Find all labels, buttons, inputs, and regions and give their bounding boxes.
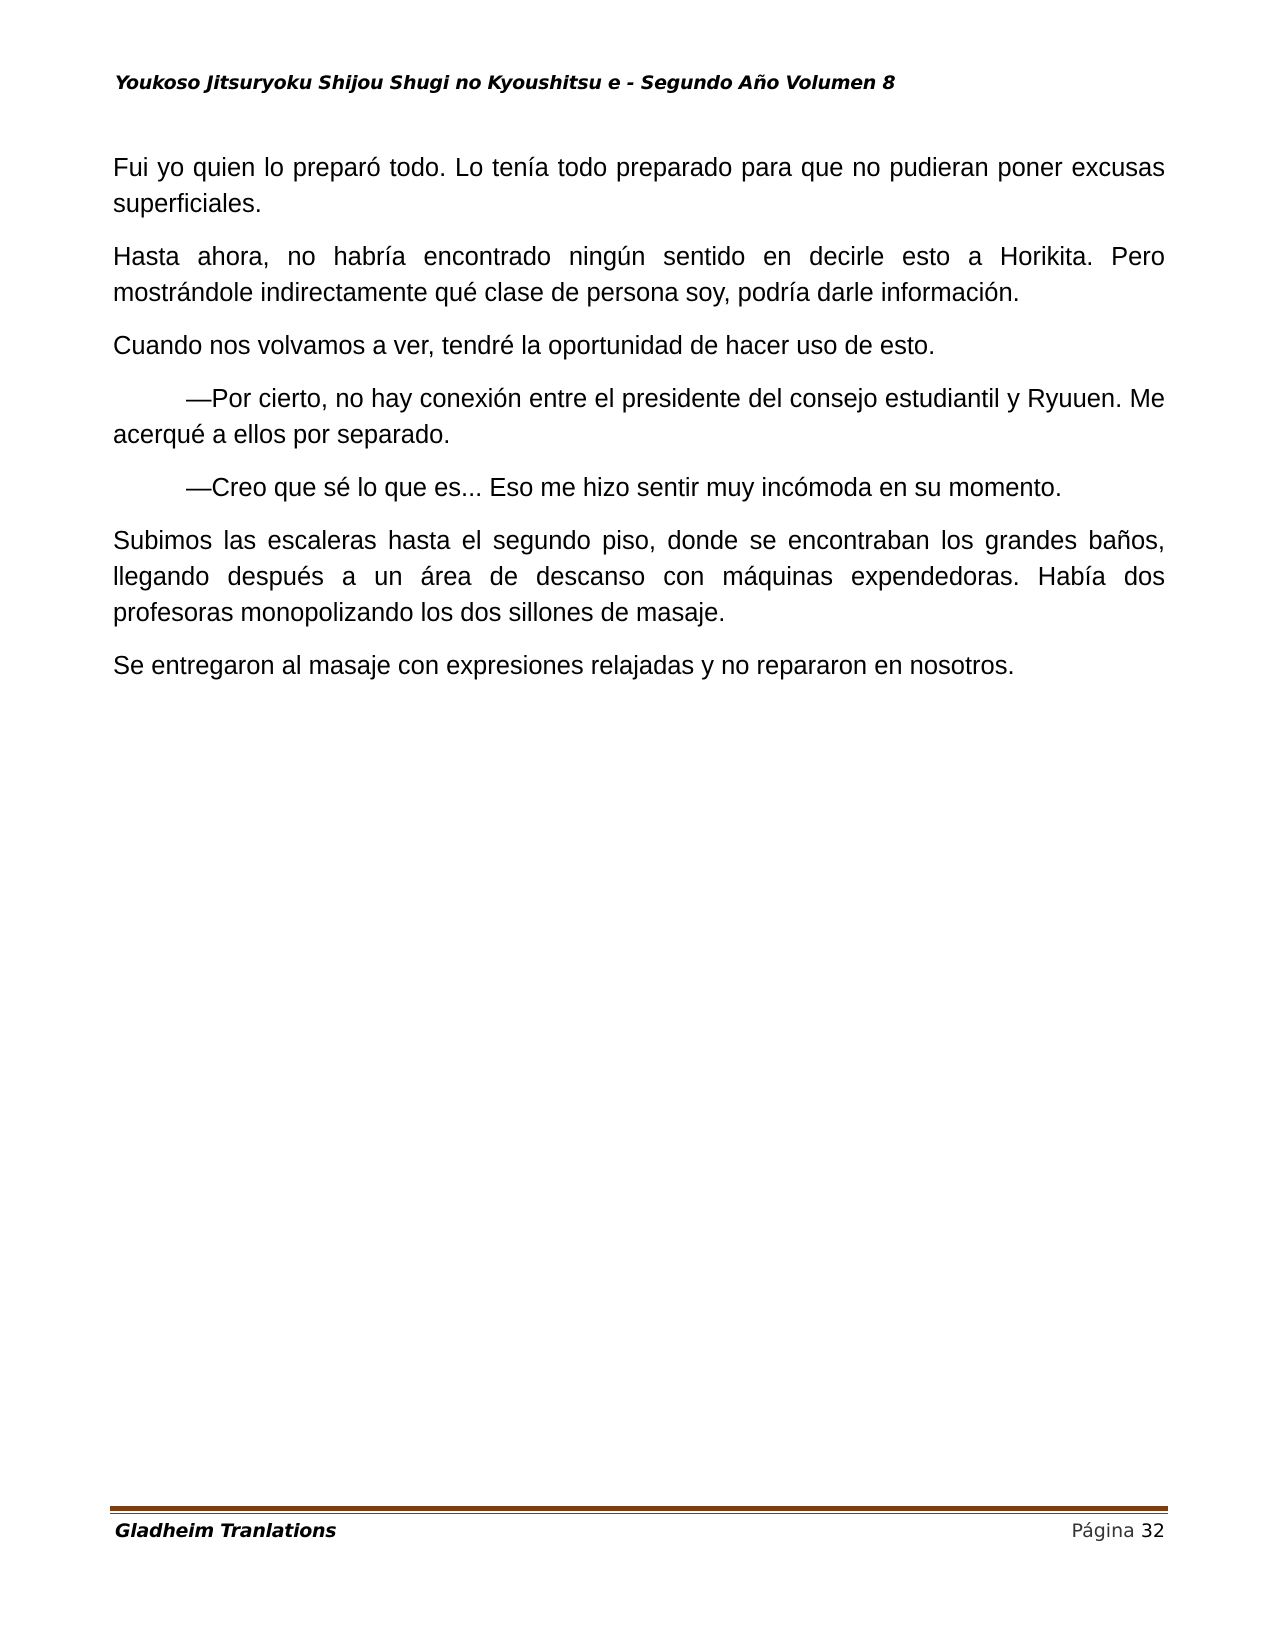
paragraph-7: Se entregaron al masaje con expresiones relajadas y no repararon en nosotros. <box>113 652 1015 680</box>
page-body <box>113 150 1165 701</box>
translator-credit: Gladheim Tranlations <box>115 1520 337 1542</box>
running-header: Youkoso Jitsuryoku Shijou Shugi no Kyoushitsu e - Segundo Año Volumen 8 <box>115 72 896 94</box>
page-indicator <box>1071 1520 1165 1542</box>
paragraph-2: Hasta ahora, no habría encontrado ningún sentido en decirle esto a Horikita. Pero mostrándole indirectamente qué clase de persona soy, podría darle información. <box>113 243 1165 307</box>
paragraph-3: Cuando nos volvamos a ver, tendré la oportunidad de hacer uso de esto. <box>113 332 936 360</box>
dialog-paragraph-2: —Creo que sé lo que es... Eso me hizo sentir muy incómoda en su momento. <box>186 474 1062 502</box>
paragraph-1: Fui yo quien lo preparó todo. Lo tenía todo preparado para que no pudieran poner excusas superficiales. <box>113 154 1165 218</box>
page-label: Página <box>1071 1520 1135 1542</box>
page-number: 32 <box>1140 1520 1165 1542</box>
footer-divider <box>110 1506 1168 1515</box>
paragraph-6: Subimos las escaleras hasta el segundo piso, donde se encontraban los grandes baños, llegando después a un área de descanso con máquinas expendedoras. Había dos profesoras monopolizando los dos sillones de masaje. <box>113 527 1165 627</box>
footer-divider-thin <box>110 1513 1168 1514</box>
footer-divider-thick <box>110 1506 1168 1511</box>
dialog-paragraph-1: —Por cierto, no hay conexión entre el presidente del consejo estudiantil y Ryuuen. Me acerqué a ellos por separado. <box>113 385 1165 449</box>
